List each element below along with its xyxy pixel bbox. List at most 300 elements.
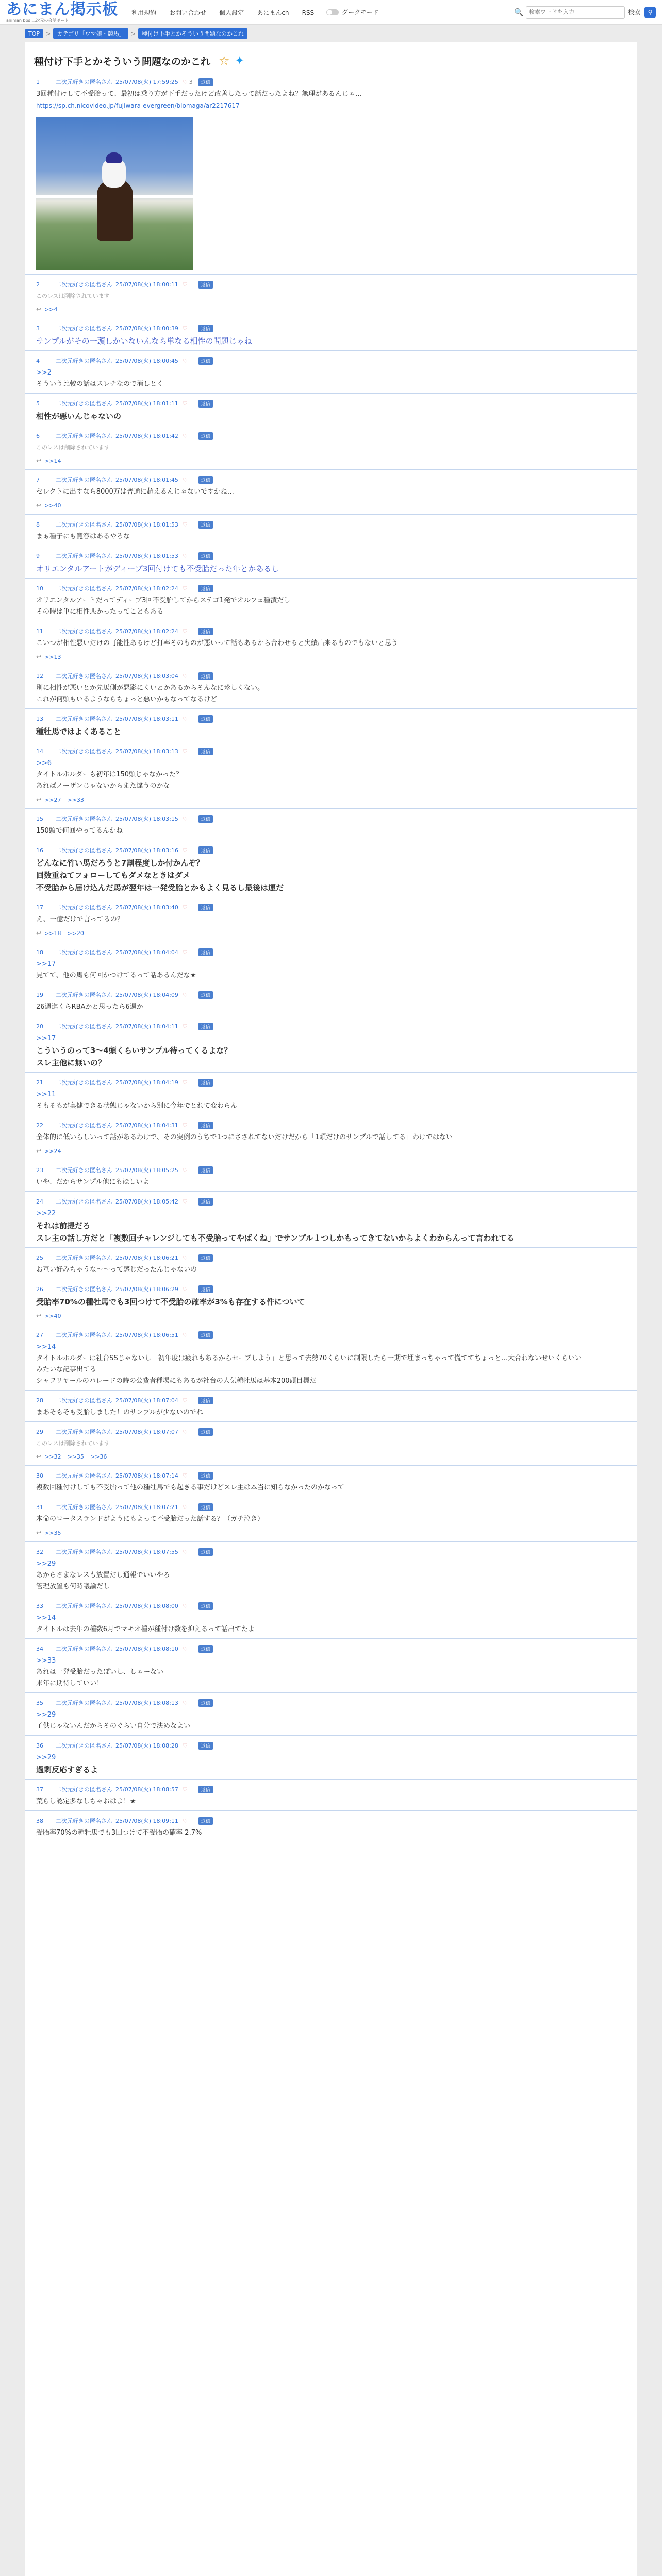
deleted-notice: このレスは削除されています bbox=[36, 1440, 110, 1447]
post-number[interactable]: 25 bbox=[36, 1254, 43, 1261]
reply-arrow-icon: ↩ bbox=[36, 1453, 42, 1460]
post-body bbox=[36, 1825, 637, 1842]
post bbox=[25, 579, 637, 621]
heart-icon[interactable]: ♡ bbox=[182, 1817, 188, 1824]
reply-button[interactable]: 返信 bbox=[198, 1397, 213, 1404]
post-header bbox=[36, 1192, 637, 1206]
poster-name: 二次元好きの匿名さん bbox=[56, 1079, 112, 1086]
post-number[interactable]: 27 bbox=[36, 1331, 43, 1338]
post bbox=[25, 1693, 637, 1736]
post-line: 過剰反応すぎるよ bbox=[36, 1765, 98, 1774]
anchor-link[interactable]: >>14 bbox=[36, 1614, 56, 1622]
toggle-switch[interactable] bbox=[326, 9, 339, 15]
post-body bbox=[36, 529, 637, 546]
post-number[interactable]: 6 bbox=[36, 432, 40, 439]
post-body bbox=[36, 1031, 637, 1072]
heart-icon[interactable]: ♡ bbox=[182, 1503, 188, 1511]
ref-link[interactable]: >>36 bbox=[90, 1453, 107, 1460]
anchor-link[interactable]: >>14 bbox=[36, 1343, 56, 1351]
post-header bbox=[36, 741, 637, 756]
post-number[interactable]: 2 bbox=[36, 281, 40, 288]
post-line: 3回種付けして不受胎って、最初は乗り方が下手だったけど改善したって話だったよね？無理があるんじゃ… bbox=[36, 90, 362, 98]
post-number[interactable]: 19 bbox=[36, 991, 43, 998]
post-date: 25/07/08(火) 18:07:21 bbox=[115, 1504, 178, 1511]
heart-icon[interactable]: ♡ bbox=[182, 1645, 188, 1652]
heart-icon[interactable]: ♡ bbox=[182, 1254, 188, 1261]
post-number[interactable]: 26 bbox=[36, 1285, 43, 1293]
twitter-bird-icon[interactable]: ✦ bbox=[235, 54, 244, 67]
ref-link[interactable]: >>40 bbox=[44, 1313, 61, 1319]
post-header bbox=[36, 1422, 637, 1436]
post-number[interactable]: 36 bbox=[36, 1742, 43, 1749]
post-number[interactable]: 15 bbox=[36, 815, 43, 822]
post-line: 全体的に低いらしいって話があるわけで、その実例のうちで1つにさされてないだけだから「1頭だけのサンプルで話してる」わけではない bbox=[36, 1133, 453, 1141]
post-header bbox=[36, 709, 637, 723]
reply-button[interactable]: 返信 bbox=[198, 1285, 213, 1293]
post bbox=[25, 1497, 637, 1542]
reply-button[interactable]: 返信 bbox=[198, 1817, 213, 1825]
search-input[interactable] bbox=[526, 6, 625, 19]
post-header bbox=[36, 515, 637, 529]
heart-icon[interactable]: ♡ bbox=[182, 1397, 188, 1404]
post-number[interactable]: 38 bbox=[36, 1817, 43, 1824]
site-logo[interactable] bbox=[6, 2, 118, 23]
poster-name: 二次元好きの匿名さん bbox=[56, 1646, 112, 1652]
reply-button[interactable]: 返信 bbox=[198, 846, 213, 854]
post bbox=[25, 351, 637, 394]
anchor-link[interactable]: >>17 bbox=[36, 960, 56, 968]
poster-name: 二次元好きの匿名さん bbox=[56, 1603, 112, 1609]
breadcrumb-thread[interactable]: 種付け下手とかそういう問題なのかこれ bbox=[138, 28, 247, 39]
heart-icon[interactable]: ♡ bbox=[182, 281, 188, 288]
reply-button[interactable]: 返信 bbox=[198, 432, 213, 440]
post-date: 25/07/08(火) 18:03:04 bbox=[115, 673, 178, 680]
post-number[interactable]: 21 bbox=[36, 1079, 43, 1086]
post bbox=[25, 1780, 637, 1811]
heart-icon[interactable]: ♡ bbox=[182, 432, 188, 439]
post-body bbox=[36, 1436, 637, 1452]
reply-refs bbox=[36, 1452, 637, 1465]
reply-button[interactable]: 返信 bbox=[198, 1548, 213, 1556]
heart-icon[interactable]: ♡ bbox=[182, 476, 188, 483]
anchor-link[interactable]: >>29 bbox=[36, 1711, 56, 1719]
post-line: まあそもそも受胎しました！のサンプルが少ないのでね bbox=[36, 1409, 203, 1416]
post-number[interactable]: 4 bbox=[36, 357, 40, 364]
nav-settings[interactable]: 個人設定 bbox=[219, 9, 244, 16]
post-body bbox=[36, 1294, 637, 1311]
anchor-link[interactable]: >>11 bbox=[36, 1091, 56, 1098]
heart-icon[interactable]: ♡ bbox=[182, 1472, 188, 1479]
reply-button[interactable]: 返信 bbox=[198, 281, 213, 289]
ref-link[interactable]: >>24 bbox=[44, 1148, 61, 1155]
post-number[interactable]: 33 bbox=[36, 1602, 43, 1609]
heart-icon[interactable]: ♡ bbox=[182, 815, 188, 822]
post-date: 25/07/08(火) 18:09:11 bbox=[115, 1818, 178, 1824]
reply-button[interactable]: 返信 bbox=[198, 1786, 213, 1793]
post-header bbox=[36, 1016, 637, 1031]
post-body bbox=[36, 561, 637, 578]
ref-link[interactable]: >>32 bbox=[44, 1453, 61, 1460]
post-date: 25/07/08(火) 18:02:24 bbox=[115, 628, 178, 635]
reply-arrow-icon: ↩ bbox=[36, 306, 42, 313]
post-body bbox=[36, 1480, 637, 1497]
reply-button[interactable]: 返信 bbox=[198, 1472, 213, 1480]
logo-subtext: animan bbs 二次元の会話ボード bbox=[6, 18, 69, 23]
reply-button[interactable]: 返信 bbox=[198, 904, 213, 911]
post bbox=[25, 741, 637, 809]
post-date: 25/07/08(火) 18:03:40 bbox=[115, 904, 178, 911]
anchor-link[interactable]: >>33 bbox=[36, 1657, 56, 1665]
reply-button[interactable]: 返信 bbox=[198, 628, 213, 635]
anchor-link[interactable]: >>2 bbox=[36, 369, 52, 377]
post-number[interactable]: 23 bbox=[36, 1166, 43, 1174]
post-number[interactable]: 14 bbox=[36, 748, 43, 755]
ref-link[interactable]: >>33 bbox=[67, 796, 84, 803]
heart-icon[interactable]: ♡ bbox=[182, 1285, 188, 1293]
post-number[interactable]: 18 bbox=[36, 948, 43, 956]
nav-terms[interactable]: 利用規約 bbox=[131, 9, 157, 16]
post bbox=[25, 1016, 637, 1073]
post-header bbox=[36, 1736, 637, 1750]
post bbox=[25, 1248, 637, 1279]
poster-name: 二次元好きの匿名さん bbox=[56, 1023, 112, 1030]
post-body bbox=[36, 289, 637, 304]
post-number[interactable]: 8 bbox=[36, 521, 40, 528]
reply-button[interactable]: 返信 bbox=[198, 1428, 213, 1436]
post-line: こいつが相性悪いだけの可能性あるけど打率そのものが悪いって話もあるから合わせると実績出来るものでもないと思う bbox=[36, 639, 399, 647]
like-count: 3 bbox=[189, 78, 193, 86]
reply-button[interactable]: 返信 bbox=[198, 1742, 213, 1750]
post-body bbox=[36, 823, 637, 840]
post-line: タイトルは去年の種数6月でマキオ種が種付け数を抑えるって話出てたよ bbox=[36, 1625, 255, 1633]
reply-arrow-icon: ↩ bbox=[36, 796, 42, 803]
post-date: 25/07/08(火) 18:00:45 bbox=[115, 358, 178, 364]
post-body bbox=[36, 1340, 637, 1390]
post-date: 25/07/08(火) 18:04:11 bbox=[115, 1023, 178, 1030]
ref-link[interactable]: >>18 bbox=[44, 930, 61, 937]
anchor-link[interactable]: >>29 bbox=[36, 1754, 56, 1761]
post-body bbox=[36, 1794, 637, 1810]
post-number[interactable]: 13 bbox=[36, 715, 43, 722]
reply-button[interactable]: 返信 bbox=[198, 991, 213, 999]
heart-icon[interactable]: ♡ bbox=[182, 715, 188, 722]
reply-refs bbox=[36, 1528, 637, 1541]
nav-rss[interactable]: RSS bbox=[302, 9, 315, 16]
reply-button[interactable]: 返信 bbox=[198, 1198, 213, 1206]
ref-link[interactable]: >>4 bbox=[44, 306, 58, 313]
post-line: あからさまなレスも放置だし通報でいいやろ bbox=[36, 1571, 170, 1579]
reply-refs bbox=[36, 652, 637, 666]
reply-button[interactable]: 返信 bbox=[198, 948, 213, 956]
heart-icon[interactable]: ♡ bbox=[182, 628, 188, 635]
post-number[interactable]: 17 bbox=[36, 904, 43, 911]
ref-link[interactable]: >>13 bbox=[44, 654, 61, 660]
post bbox=[25, 942, 637, 985]
anchor-link[interactable]: >>29 bbox=[36, 1560, 56, 1568]
post-number[interactable]: 32 bbox=[36, 1548, 43, 1555]
heart-icon[interactable]: ♡ bbox=[182, 1602, 188, 1609]
reply-refs bbox=[36, 928, 637, 942]
reply-button[interactable]: 返信 bbox=[198, 1079, 213, 1087]
post bbox=[25, 985, 637, 1016]
heart-icon[interactable]: ♡ bbox=[182, 1742, 188, 1749]
heart-icon[interactable]: ♡ bbox=[182, 904, 188, 911]
thread-header bbox=[25, 42, 637, 72]
post-body bbox=[36, 593, 637, 621]
top-bar bbox=[0, 0, 662, 25]
anchor-link[interactable]: >>6 bbox=[36, 759, 52, 767]
post-line: どんなに竹い馬だろうと7割程度しか付かんぞ？ bbox=[36, 858, 204, 868]
post-number[interactable]: 7 bbox=[36, 476, 40, 483]
heart-icon[interactable]: ♡ bbox=[182, 1198, 188, 1205]
post-line: 相性が悪いんじゃないの bbox=[36, 412, 122, 421]
post-image[interactable] bbox=[36, 117, 193, 270]
post-line: スレ主の話し方だと「複数回チャレンジしても不受胎ってやばくね」でサンプル１つしかもってきてないからよくわからんって言われてる bbox=[36, 1233, 515, 1243]
reply-button[interactable]: 返信 bbox=[198, 1331, 213, 1339]
heart-icon[interactable]: ♡ bbox=[182, 1548, 188, 1555]
post-body bbox=[36, 1556, 637, 1596]
post-line: タイトルホルダーも初年は150頭じゃなかった？ bbox=[36, 771, 183, 778]
post-date: 25/07/08(火) 18:05:42 bbox=[115, 1198, 178, 1205]
post-body bbox=[36, 1512, 637, 1528]
post bbox=[25, 1542, 637, 1596]
post-number[interactable]: 31 bbox=[36, 1503, 43, 1511]
post-date: 25/07/08(火) 18:08:00 bbox=[115, 1603, 178, 1609]
heart-icon[interactable]: ♡ bbox=[182, 991, 188, 998]
dark-mode-toggle[interactable] bbox=[326, 8, 379, 16]
reply-button[interactable]: 返信 bbox=[198, 1023, 213, 1030]
post-body bbox=[36, 1707, 637, 1735]
post-body bbox=[36, 1611, 637, 1638]
post-date: 25/07/08(火) 18:07:07 bbox=[115, 1429, 178, 1435]
heart-icon[interactable]: ♡ bbox=[182, 78, 188, 86]
reply-button[interactable]: 返信 bbox=[198, 357, 213, 365]
breadcrumb-category[interactable]: カテゴリ「ウマ娘・競馬」 bbox=[53, 28, 128, 39]
post-number[interactable]: 29 bbox=[36, 1428, 43, 1435]
post-date: 25/07/08(火) 18:01:45 bbox=[115, 477, 178, 483]
post bbox=[25, 426, 637, 470]
reply-button[interactable]: 返信 bbox=[198, 552, 213, 560]
post-number[interactable]: 35 bbox=[36, 1699, 43, 1706]
post-header bbox=[36, 1115, 637, 1130]
post-body bbox=[36, 365, 637, 393]
heart-icon[interactable]: ♡ bbox=[182, 1079, 188, 1086]
reply-button[interactable]: 返信 bbox=[198, 325, 213, 332]
post bbox=[25, 1811, 637, 1842]
reply-button[interactable]: 返信 bbox=[198, 1166, 213, 1174]
ref-link[interactable]: >>14 bbox=[44, 457, 61, 464]
reply-button[interactable]: 返信 bbox=[198, 1254, 213, 1262]
reply-arrow-icon: ↩ bbox=[36, 1147, 42, 1155]
heart-icon[interactable]: ♡ bbox=[182, 325, 188, 332]
poster-name: 二次元好きの匿名さん bbox=[56, 1122, 112, 1129]
post-date: 25/07/08(火) 18:05:25 bbox=[115, 1167, 178, 1174]
post-number[interactable]: 30 bbox=[36, 1472, 43, 1479]
poster-name: 二次元好きの匿名さん bbox=[56, 1700, 112, 1706]
post-date: 25/07/08(火) 17:59:25 bbox=[115, 79, 178, 86]
post-header bbox=[36, 840, 637, 855]
ref-link[interactable]: >>20 bbox=[67, 930, 84, 937]
post-number[interactable]: 20 bbox=[36, 1023, 43, 1030]
post-header bbox=[36, 546, 637, 561]
url-link[interactable]: https://sp.ch.nicovideo.jp/fujiwara-evergreen/blomaga/ar2217617 bbox=[36, 102, 240, 109]
heart-icon[interactable]: ♡ bbox=[182, 521, 188, 528]
post-header bbox=[36, 1811, 637, 1825]
post bbox=[25, 1391, 637, 1422]
heart-icon[interactable]: ♡ bbox=[182, 1786, 188, 1793]
post-header bbox=[36, 621, 637, 636]
heart-icon[interactable]: ♡ bbox=[182, 846, 188, 854]
post-line: 26週迄くらRBAかと思ったら6週か bbox=[36, 1003, 143, 1011]
reply-button[interactable]: 返信 bbox=[198, 78, 213, 86]
heart-icon[interactable]: ♡ bbox=[182, 585, 188, 592]
reply-button[interactable]: 返信 bbox=[198, 1699, 213, 1707]
post-line: あればノーザンじゃないからまた違うのかな bbox=[36, 782, 170, 790]
post-date: 25/07/08(火) 18:03:15 bbox=[115, 816, 178, 822]
ref-link[interactable]: >>40 bbox=[44, 502, 61, 509]
poster-name: 二次元好きの匿名さん bbox=[56, 1167, 112, 1174]
post-number[interactable]: 1 bbox=[36, 78, 40, 86]
ref-link[interactable]: >>35 bbox=[67, 1453, 84, 1460]
post-body bbox=[36, 440, 637, 456]
ref-link[interactable]: >>35 bbox=[44, 1530, 61, 1536]
post bbox=[25, 470, 637, 515]
poster-name: 二次元好きの匿名さん bbox=[56, 748, 112, 755]
ref-link[interactable]: >>27 bbox=[44, 796, 61, 803]
reply-arrow-icon: ↩ bbox=[36, 653, 42, 660]
post-number[interactable]: 11 bbox=[36, 628, 43, 635]
poster-name: 二次元好きの匿名さん bbox=[56, 1549, 112, 1555]
post-header bbox=[36, 579, 637, 593]
post-line: いや、だからサンプル他にもほしいよ bbox=[36, 1178, 150, 1186]
post-number[interactable]: 10 bbox=[36, 585, 43, 592]
reply-button[interactable]: 返信 bbox=[198, 476, 213, 484]
poster-name: 二次元好きの匿名さん bbox=[56, 553, 112, 560]
heart-icon[interactable]: ♡ bbox=[182, 400, 188, 407]
reply-button[interactable]: 返信 bbox=[198, 400, 213, 408]
post-date: 25/07/08(火) 18:03:13 bbox=[115, 748, 178, 755]
post-header bbox=[36, 318, 637, 333]
post bbox=[25, 709, 637, 741]
post-line: そういう比較の話はスレチなので消しとく bbox=[36, 380, 164, 388]
post-header bbox=[36, 426, 637, 440]
poster-name: 二次元好きの匿名さん bbox=[56, 433, 112, 439]
anchor-link[interactable]: >>22 bbox=[36, 1210, 56, 1217]
nav-contact[interactable]: お問い合わせ bbox=[169, 9, 207, 16]
post-line: 不受胎から届け込んだ馬が翌年は一発受胎とかもよく見るし最後は運だ bbox=[36, 883, 284, 892]
reply-button[interactable]: 返信 bbox=[198, 715, 213, 723]
post-number[interactable]: 5 bbox=[36, 400, 40, 407]
reply-refs bbox=[36, 304, 637, 318]
post-date: 25/07/08(火) 18:02:24 bbox=[115, 585, 178, 592]
post-header bbox=[36, 1466, 637, 1480]
heart-icon[interactable]: ♡ bbox=[182, 748, 188, 755]
reply-arrow-icon: ↩ bbox=[36, 457, 42, 464]
nav-animanch[interactable]: あにまんch bbox=[257, 9, 289, 16]
reply-button[interactable]: 返信 bbox=[198, 1122, 213, 1129]
post-body bbox=[36, 636, 637, 652]
favorite-star-icon[interactable]: ☆ bbox=[219, 54, 230, 68]
post-date: 25/07/08(火) 18:04:19 bbox=[115, 1079, 178, 1086]
poster-name: 二次元好きの匿名さん bbox=[56, 628, 112, 635]
poster-name: 二次元好きの匿名さん bbox=[56, 673, 112, 680]
poster-name: 二次元好きの匿名さん bbox=[56, 358, 112, 364]
post-date: 25/07/08(火) 18:06:29 bbox=[115, 1286, 178, 1293]
reply-button[interactable]: 返信 bbox=[198, 748, 213, 755]
heart-icon[interactable]: ♡ bbox=[182, 1166, 188, 1174]
post-date: 25/07/08(火) 18:01:53 bbox=[115, 521, 178, 528]
magnifier-icon: 🔍 bbox=[514, 7, 524, 17]
heart-icon[interactable]: ♡ bbox=[182, 1331, 188, 1338]
breadcrumb-top[interactable]: TOP bbox=[25, 29, 43, 38]
reply-refs bbox=[36, 456, 637, 469]
post-date: 25/07/08(火) 18:06:21 bbox=[115, 1255, 178, 1261]
deleted-notice: このレスは削除されています bbox=[36, 293, 110, 299]
reply-refs bbox=[36, 1146, 637, 1160]
post-body bbox=[36, 333, 637, 350]
post-list bbox=[25, 72, 637, 1842]
heart-icon[interactable]: ♡ bbox=[182, 948, 188, 956]
post-line: え、一億だけで言ってるの？ bbox=[36, 916, 124, 923]
heart-icon[interactable]: ♡ bbox=[182, 552, 188, 560]
post-date: 25/07/08(火) 18:08:10 bbox=[115, 1646, 178, 1652]
heart-icon[interactable]: ♡ bbox=[182, 1023, 188, 1030]
post-line: 受胎率70%の種牡馬でも3回つけて不受胎の確率 2.7% bbox=[36, 1829, 202, 1837]
post-body bbox=[36, 1130, 637, 1146]
post bbox=[25, 1325, 637, 1391]
reply-button[interactable]: 返信 bbox=[198, 1503, 213, 1511]
post-number[interactable]: 9 bbox=[36, 552, 40, 560]
post-line: まぁ種子にも寛容はあるやろな bbox=[36, 533, 130, 540]
heart-icon[interactable]: ♡ bbox=[182, 357, 188, 364]
heart-icon[interactable]: ♡ bbox=[182, 1122, 188, 1129]
post-number[interactable]: 37 bbox=[36, 1786, 43, 1793]
post-number[interactable]: 12 bbox=[36, 672, 43, 680]
post bbox=[25, 1466, 637, 1497]
post-number[interactable]: 22 bbox=[36, 1122, 43, 1129]
reply-button[interactable]: 返信 bbox=[198, 585, 213, 592]
post-body bbox=[36, 1087, 637, 1115]
reply-button[interactable]: 返信 bbox=[198, 521, 213, 529]
reply-button[interactable]: 返信 bbox=[198, 672, 213, 680]
search-button[interactable]: ⚲ bbox=[644, 7, 656, 18]
post-header bbox=[36, 394, 637, 408]
post bbox=[25, 1736, 637, 1780]
post bbox=[25, 1192, 637, 1248]
post-number[interactable]: 24 bbox=[36, 1198, 43, 1205]
dark-mode-label: ダークモード bbox=[342, 9, 379, 16]
post-header bbox=[36, 1325, 637, 1340]
post-header bbox=[36, 1497, 637, 1512]
post-line: セレクトに出すなら8000万は普通に超えるんじゃないですかね… bbox=[36, 488, 234, 496]
reply-button[interactable]: 返信 bbox=[198, 815, 213, 823]
poster-name: 二次元好きの匿名さん bbox=[56, 325, 112, 332]
post-date: 25/07/08(火) 18:07:14 bbox=[115, 1472, 178, 1479]
reply-button[interactable]: 返信 bbox=[198, 1645, 213, 1653]
post-number[interactable]: 3 bbox=[36, 325, 40, 332]
post-date: 25/07/08(火) 18:03:11 bbox=[115, 716, 178, 722]
reply-button[interactable]: 返信 bbox=[198, 1602, 213, 1610]
anchor-link[interactable]: >>17 bbox=[36, 1035, 56, 1042]
heart-icon[interactable]: ♡ bbox=[182, 1428, 188, 1435]
post-number[interactable]: 16 bbox=[36, 846, 43, 854]
post-number[interactable]: 28 bbox=[36, 1397, 43, 1404]
post-number[interactable]: 34 bbox=[36, 1645, 43, 1652]
heart-icon[interactable]: ♡ bbox=[182, 1699, 188, 1706]
poster-name: 二次元好きの匿名さん bbox=[56, 1818, 112, 1824]
reply-arrow-icon: ↩ bbox=[36, 929, 42, 937]
heart-icon[interactable]: ♡ bbox=[182, 672, 188, 680]
